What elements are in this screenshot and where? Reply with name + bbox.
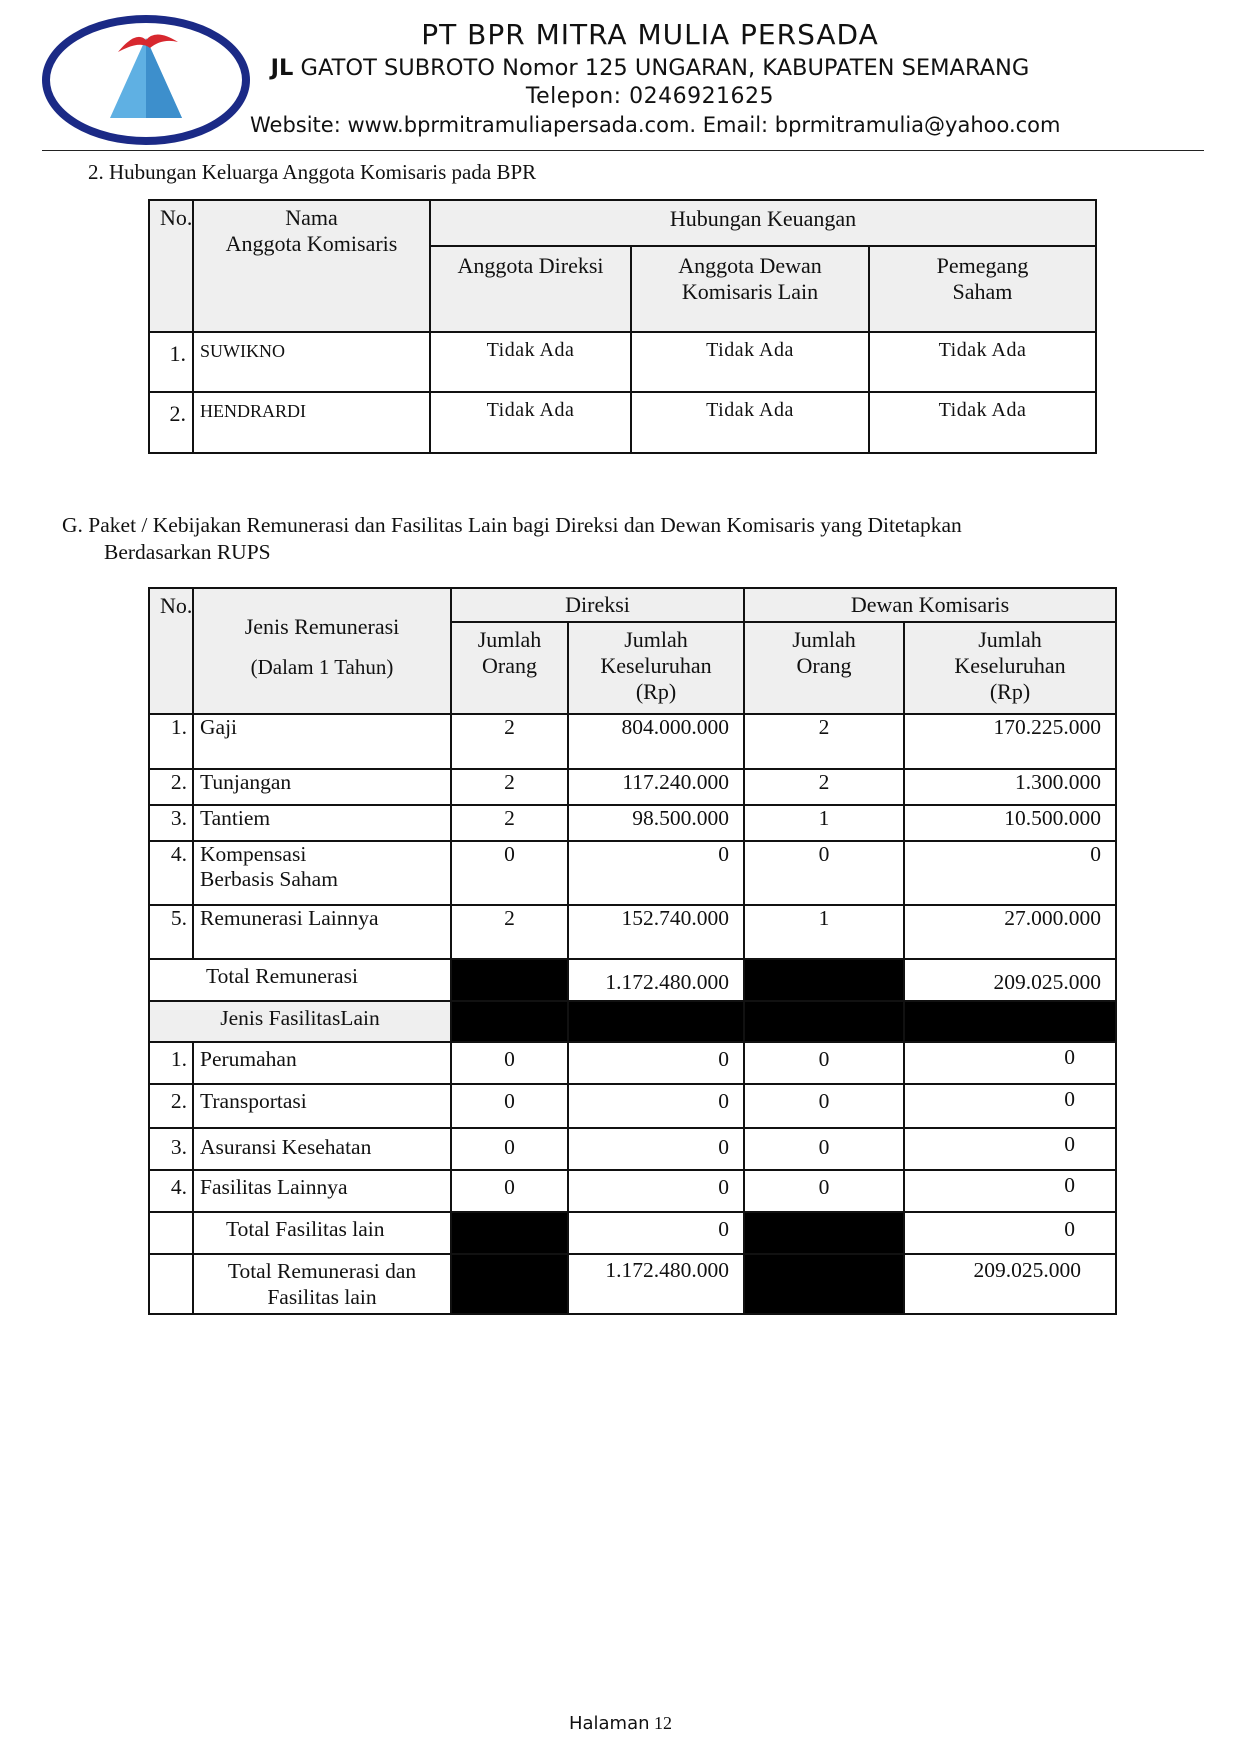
total-remunerasi-dewan: 209.025.000 — [904, 959, 1116, 1001]
table-row — [149, 905, 1116, 959]
grand-total-dewan: 209.025.000 — [904, 1254, 1116, 1314]
dewan-orang: 0 — [744, 841, 904, 905]
header-jk-l1: Jumlah — [624, 627, 688, 652]
page-footer — [0, 1713, 1241, 1734]
grand-total-l1: Total Remunerasi dan — [227, 1259, 417, 1283]
row-label-l2: Berbasis Saham — [200, 867, 338, 891]
header-saham-l2: Saham — [952, 279, 1013, 304]
header-name — [193, 200, 430, 332]
direksi-keseluruhan: 152.740.000 — [568, 905, 744, 959]
header-divider — [42, 150, 1204, 151]
header-no: No. — [149, 588, 193, 714]
header-dewan-komisaris: Dewan Komisaris — [744, 588, 1116, 622]
header-jk-l2: Keseluruhan — [600, 653, 712, 678]
table-row — [149, 1042, 1116, 1084]
redacted-cell — [744, 1001, 904, 1042]
header-jk-l1: Jumlah — [978, 627, 1042, 652]
dewan-keseluruhan: 0 — [904, 1042, 1116, 1084]
header-jo-l1: Jumlah — [792, 627, 856, 652]
direksi-keseluruhan: 0 — [568, 1042, 744, 1084]
header-jenis-remunerasi — [193, 588, 451, 714]
total-fasilitas-dewan: 0 — [904, 1212, 1116, 1254]
table-row — [149, 1084, 1116, 1128]
row-label-l1: Kompensasi — [200, 842, 307, 866]
total-remunerasi-row — [149, 959, 1116, 1001]
dewan-orang: 2 — [744, 714, 904, 769]
total-fasilitas-label: Total Fasilitas lain — [193, 1212, 451, 1254]
footer-word: Halaman — [568, 1713, 650, 1734]
redacted-cell — [568, 1001, 744, 1042]
sectionG-title-l2: Berdasarkan RUPS — [104, 540, 271, 564]
dewan-orang: 1 — [744, 905, 904, 959]
company-logo — [40, 12, 252, 148]
redacted-cell — [744, 1254, 904, 1314]
header-jenis-l2: (Dalam 1 Tahun) — [250, 655, 394, 679]
header-no: No. — [149, 200, 193, 332]
redacted-cell — [744, 959, 904, 1001]
direksi-orang: 2 — [451, 714, 568, 769]
header-jo-l2: Orang — [796, 653, 852, 678]
dewan-keseluruhan: 170.225.000 — [904, 714, 1116, 769]
page-number: 12 — [654, 1713, 673, 1733]
relation-direksi: Tidak Ada — [430, 332, 631, 392]
direksi-orang: 2 — [451, 905, 568, 959]
row-number: 2. — [149, 1084, 193, 1128]
header-dewan-l2: Komisaris Lain — [681, 279, 819, 304]
table-row — [149, 805, 1116, 841]
redacted-cell — [744, 1212, 904, 1254]
row-label: Tunjangan — [193, 769, 451, 805]
company-phone: Telepon: 0246921625 — [525, 84, 775, 109]
row-label: Fasilitas Lainnya — [193, 1170, 451, 1212]
dewan-keseluruhan: 1.300.000 — [904, 769, 1116, 805]
address-prefix: JL — [270, 55, 294, 81]
dewan-orang: 0 — [744, 1042, 904, 1084]
dewan-orang: 0 — [744, 1084, 904, 1128]
row-label: Asuransi Kesehatan — [193, 1128, 451, 1170]
direksi-keseluruhan: 0 — [568, 841, 744, 905]
total-fasilitas-row — [149, 1212, 1116, 1254]
header-direksi-jumlah-orang — [451, 622, 568, 714]
remuneration-table — [148, 587, 1117, 1315]
table-row — [149, 714, 1116, 769]
direksi-keseluruhan: 0 — [568, 1170, 744, 1212]
grand-total-label — [193, 1254, 451, 1314]
company-web: Website: www.bprmitramuliapersada.com. Email: bprmitramulia@yahoo.com — [250, 113, 1061, 137]
address-text: GATOT SUBROTO Nomor 125 UNGARAN, KABUPATEN SEMARANG — [293, 55, 1030, 81]
row-number: 1. — [149, 714, 193, 769]
direksi-orang: 0 — [451, 1084, 568, 1128]
dewan-keseluruhan: 0 — [904, 1128, 1116, 1170]
header-saham-l1: Pemegang — [936, 253, 1029, 278]
table-row — [149, 841, 1116, 905]
row-number: 2. — [149, 769, 193, 805]
table-row — [149, 769, 1116, 805]
dewan-keseluruhan: 0 — [904, 841, 1116, 905]
row-label: Remunerasi Lainnya — [193, 905, 451, 959]
row-label: Transportasi — [193, 1084, 451, 1128]
header-jo-l1: Jumlah — [477, 627, 542, 652]
dewan-keseluruhan: 0 — [904, 1170, 1116, 1212]
direksi-keseluruhan: 98.500.000 — [568, 805, 744, 841]
empty-cell — [149, 1212, 193, 1254]
relation-saham: Tidak Ada — [869, 332, 1096, 392]
total-fasilitas-direksi: 0 — [568, 1212, 744, 1254]
direksi-keseluruhan: 0 — [568, 1128, 744, 1170]
row-label: Perumahan — [193, 1042, 451, 1084]
header-jo-l2: Orang — [482, 653, 537, 678]
table-row — [149, 1170, 1116, 1212]
header-jk-l3: (Rp) — [989, 679, 1031, 704]
table-row — [149, 392, 1096, 453]
dewan-orang: 2 — [744, 769, 904, 805]
total-remunerasi-label: Total Remunerasi — [149, 959, 451, 1001]
redacted-cell — [904, 1001, 1116, 1042]
commissioner-name: SUWIKNO — [193, 332, 430, 392]
direksi-keseluruhan: 117.240.000 — [568, 769, 744, 805]
header-jk-l3: (Rp) — [635, 679, 677, 704]
dewan-orang: 0 — [744, 1128, 904, 1170]
header-jenis-l1: Jenis Remunerasi — [244, 614, 400, 639]
dewan-keseluruhan: 0 — [904, 1084, 1116, 1128]
total-remunerasi-direksi: 1.172.480.000 — [568, 959, 744, 1001]
row-label — [193, 841, 451, 905]
empty-cell — [149, 1254, 193, 1314]
header-name-l2: Anggota Komisaris — [225, 231, 398, 256]
dewan-orang: 0 — [744, 1170, 904, 1212]
company-address — [250, 55, 1050, 81]
relation-saham: Tidak Ada — [869, 392, 1096, 453]
header-name-l1: Nama — [285, 205, 338, 230]
relation-dewan: Tidak Ada — [631, 392, 869, 453]
header-direksi-jumlah-keseluruhan — [568, 622, 744, 714]
relation-direksi: Tidak Ada — [430, 392, 631, 453]
row-label: Gaji — [193, 714, 451, 769]
dewan-keseluruhan: 27.000.000 — [904, 905, 1116, 959]
header-hubungan-keuangan: Hubungan Keuangan — [430, 200, 1096, 246]
grand-total-row — [149, 1254, 1116, 1314]
fasilitas-header-row — [149, 1001, 1116, 1042]
direksi-keseluruhan: 0 — [568, 1084, 744, 1128]
header-jk-l2: Keseluruhan — [954, 653, 1066, 678]
direksi-orang: 0 — [451, 841, 568, 905]
header-pemegang-saham — [869, 246, 1096, 332]
row-label: Tantiem — [193, 805, 451, 841]
direksi-orang: 2 — [451, 805, 568, 841]
direksi-keseluruhan: 804.000.000 — [568, 714, 744, 769]
row-number: 1. — [149, 1042, 193, 1084]
header-dewan-jumlah-keseluruhan — [904, 622, 1116, 714]
row-number: 3. — [149, 805, 193, 841]
header-dewan-l1: Anggota Dewan — [678, 253, 822, 278]
header-anggota-direksi: Anggota Direksi — [430, 246, 631, 332]
row-number: 4. — [149, 841, 193, 905]
grand-total-l2: Fasilitas lain — [267, 1285, 377, 1309]
header-direksi: Direksi — [451, 588, 744, 622]
dewan-orang: 1 — [744, 805, 904, 841]
row-number: 1. — [149, 332, 193, 392]
sectionG-title — [62, 512, 962, 566]
company-name: PT BPR MITRA MULIA PERSADA — [421, 18, 879, 51]
header-dewan-jumlah-orang — [744, 622, 904, 714]
table-row — [149, 332, 1096, 392]
grand-total-direksi: 1.172.480.000 — [568, 1254, 744, 1314]
redacted-cell — [451, 1212, 568, 1254]
table-row — [149, 1128, 1116, 1170]
section2-title: 2. Hubungan Keluarga Anggota Komisaris pada BPR — [88, 160, 537, 184]
relation-dewan: Tidak Ada — [631, 332, 869, 392]
redacted-cell — [451, 1001, 568, 1042]
row-number: 3. — [149, 1128, 193, 1170]
commissioner-name: HENDRARDI — [193, 392, 430, 453]
row-number: 5. — [149, 905, 193, 959]
direksi-orang: 2 — [451, 769, 568, 805]
row-number: 4. — [149, 1170, 193, 1212]
redacted-cell — [451, 959, 568, 1001]
direksi-orang: 0 — [451, 1128, 568, 1170]
direksi-orang: 0 — [451, 1042, 568, 1084]
sectionG-title-l1: G. Paket / Kebijakan Remunerasi dan Fasilitas Lain bagi Direksi dan Dewan Komisaris yang Ditetapkan — [62, 513, 962, 537]
dewan-keseluruhan: 10.500.000 — [904, 805, 1116, 841]
family-relations-table — [148, 199, 1097, 454]
header-anggota-dewan — [631, 246, 869, 332]
fasilitas-header: Jenis FasilitasLain — [149, 1001, 451, 1042]
redacted-cell — [451, 1254, 568, 1314]
direksi-orang: 0 — [451, 1170, 568, 1212]
row-number: 2. — [149, 392, 193, 453]
